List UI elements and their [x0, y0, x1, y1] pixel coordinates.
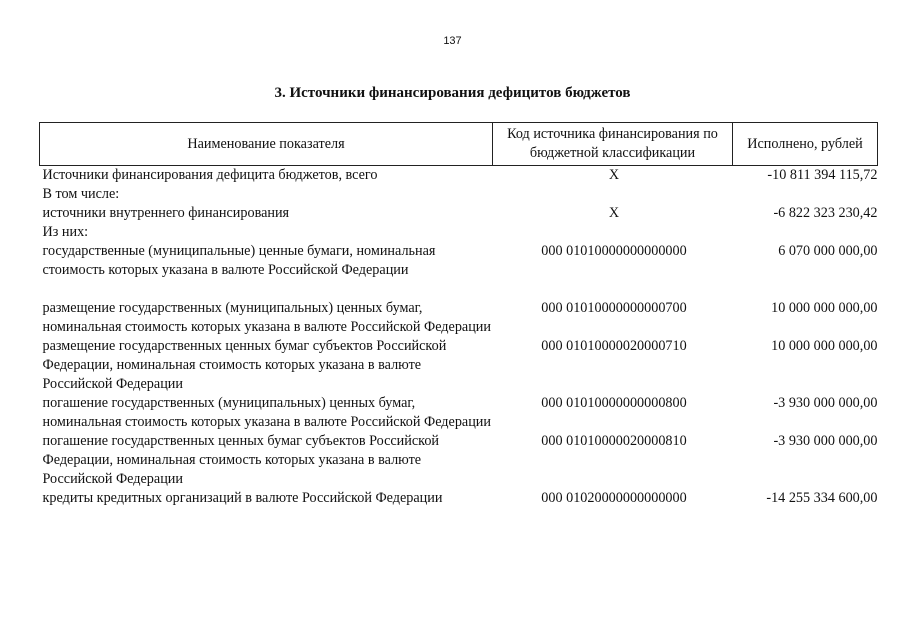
row-amount: -10 811 394 115,72 [767, 167, 878, 183]
row-code [493, 223, 733, 242]
row-name: государственные (муниципальные) ценные бумаги, номинальная стоимость которых указана в валюте Российской Федерации [42, 243, 436, 278]
row-name: кредиты кредитных организаций в валюте Российской Федерации [42, 490, 443, 506]
row-amount: -6 822 323 230,42 [773, 205, 878, 221]
financing-sources-table [39, 122, 878, 508]
table-row [40, 394, 878, 432]
row-amount: -3 930 000 000,00 [773, 433, 878, 449]
row-name: Источники финансирования дефицита бюджетов, всего [42, 167, 378, 183]
row-code: X [608, 167, 620, 183]
table-row [40, 242, 878, 299]
table-header-row [40, 123, 878, 166]
table-row [40, 166, 878, 186]
row-name: В том числе: [42, 186, 120, 202]
row-name: погашение государственных (муниципальных) ценных бумаг, номинальная стоимость которых указана в валюте Российской Федерации [42, 395, 491, 430]
section-title: 3. Источники финансирования дефицитов бюджетов [274, 85, 631, 101]
row-name: размещение государственных (муниципальных) ценных бумаг, номинальная стоимость которых указана в валюте Российской Федерации [42, 300, 491, 335]
table-row [40, 185, 878, 204]
table-row [40, 432, 878, 489]
row-code: 000 01010000000000800 [541, 395, 687, 411]
row-name: источники внутреннего финансирования [42, 205, 290, 221]
table-row [40, 489, 878, 508]
header-executed-amount: Исполнено, рублей [733, 123, 878, 166]
table-row [40, 223, 878, 242]
table-row [40, 204, 878, 223]
row-name: размещение государственных ценных бумаг субъектов Российской Федерации, номинальная стоимость которых указана в валюте Российской Федерации [42, 338, 447, 392]
row-name: Из них: [42, 224, 89, 240]
table-row [40, 299, 878, 337]
financing-sources-table-container [39, 122, 877, 508]
row-amount [733, 223, 878, 242]
row-code: 000 01010000020000810 [541, 433, 687, 449]
row-code: 000 01010000020000710 [541, 338, 687, 354]
row-amount: -3 930 000 000,00 [773, 395, 878, 411]
header-source-code: Код источника финансирования по бюджетной классификации [493, 123, 733, 166]
row-amount: -14 255 334 600,00 [766, 490, 878, 506]
row-amount: 10 000 000 000,00 [771, 300, 878, 316]
page-number: 137 [443, 35, 462, 47]
row-code: X [608, 205, 620, 221]
header-indicator-name: Наименование показателя [40, 123, 493, 166]
row-code: 000 01010000000000700 [541, 300, 687, 316]
row-code: 000 01010000000000000 [541, 243, 687, 259]
row-name: погашение государственных ценных бумаг субъектов Российской Федерации, номинальная стоимость которых указана в валюте Российской Федерации [42, 433, 440, 487]
row-amount [733, 185, 878, 204]
row-code: 000 01020000000000000 [541, 490, 687, 506]
row-amount: 6 070 000 000,00 [778, 243, 878, 259]
row-code [493, 185, 733, 204]
row-amount: 10 000 000 000,00 [771, 338, 878, 354]
table-row [40, 337, 878, 394]
